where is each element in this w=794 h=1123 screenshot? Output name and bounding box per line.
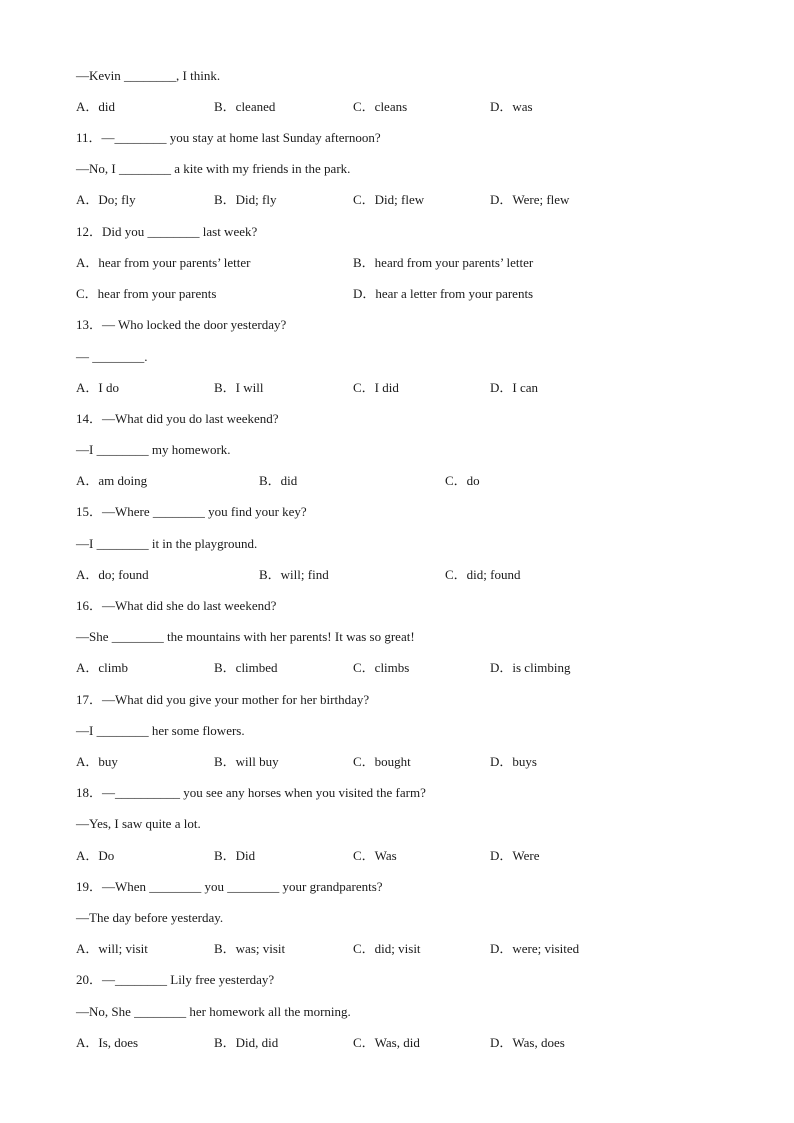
option-a[interactable]: A．Do: [76, 848, 115, 863]
q15-options: [76, 567, 754, 583]
option-c[interactable]: C．did; found: [445, 567, 521, 582]
option-c[interactable]: C．do: [445, 473, 480, 488]
option-c[interactable]: C．I did: [353, 380, 399, 395]
option-d[interactable]: D．was: [490, 99, 533, 114]
q12-options-row1: [76, 255, 754, 271]
q18-options: [76, 848, 754, 864]
option-d[interactable]: D．Was, does: [490, 1035, 565, 1050]
q11-options: [76, 192, 754, 208]
option-a[interactable]: A．Is, does: [76, 1035, 139, 1050]
q20-answer-line: —No, She ________ her homework all the morning.: [76, 1004, 351, 1019]
q13-stem: 13．— Who locked the door yesterday?: [76, 317, 287, 332]
q12-options-row2: [76, 286, 754, 302]
q13-options: [76, 380, 754, 396]
option-a[interactable]: A．hear from your parents’ letter: [76, 255, 251, 270]
q12-stem: 12．Did you ________ last week?: [76, 224, 258, 239]
q20-options: [76, 1035, 754, 1051]
q20-stem: 20．—________ Lily free yesterday?: [76, 972, 275, 987]
option-b[interactable]: B．will buy: [214, 754, 279, 769]
option-b[interactable]: B．heard from your parents’ letter: [353, 255, 534, 270]
option-b[interactable]: B．Did, did: [214, 1035, 279, 1050]
q14-stem: 14．—What did you do last weekend?: [76, 411, 279, 426]
q19-stem: 19．—When ________ you ________ your grandparents?: [76, 879, 383, 894]
option-d[interactable]: D．were; visited: [490, 941, 580, 956]
q15-answer-line: —I ________ it in the playground.: [76, 536, 258, 551]
option-b[interactable]: B．did: [259, 473, 298, 488]
option-c[interactable]: C．cleans: [353, 99, 408, 114]
q17-options: [76, 754, 754, 770]
q17-answer-line: —I ________ her some flowers.: [76, 723, 245, 738]
option-b[interactable]: B．was; visit: [214, 941, 286, 956]
q16-options: [76, 660, 754, 676]
option-a[interactable]: A．do; found: [76, 567, 149, 582]
q19-options: [76, 941, 754, 957]
option-a[interactable]: A．will; visit: [76, 941, 148, 956]
option-a[interactable]: A．I do: [76, 380, 119, 395]
option-c[interactable]: C．hear from your parents: [76, 286, 217, 301]
q18-answer-line: —Yes, I saw quite a lot.: [76, 816, 201, 831]
q18-stem: 18．—__________ you see any horses when you visited the farm?: [76, 785, 426, 800]
option-b[interactable]: B．Did; fly: [214, 192, 277, 207]
q11-answer-line: —No, I ________ a kite with my friends in the park.: [76, 161, 351, 176]
option-d[interactable]: D．is climbing: [490, 660, 571, 675]
q10-options: [76, 99, 754, 115]
q10-answer-line: —Kevin ________, I think.: [76, 68, 221, 83]
option-c[interactable]: C．Was: [353, 848, 397, 863]
option-c[interactable]: C．did; visit: [353, 941, 421, 956]
option-b[interactable]: B．climbed: [214, 660, 278, 675]
q11-stem: 11．—________ you stay at home last Sunday afternoon?: [76, 130, 381, 145]
option-c[interactable]: C．Was, did: [353, 1035, 420, 1050]
option-d[interactable]: D．Were: [490, 848, 540, 863]
option-d[interactable]: D．hear a letter from your parents: [353, 286, 534, 301]
option-a[interactable]: A．buy: [76, 754, 118, 769]
q15-stem: 15．—Where ________ you find your key?: [76, 504, 307, 519]
option-a[interactable]: A．Do; fly: [76, 192, 136, 207]
option-a[interactable]: A．did: [76, 99, 116, 114]
q14-answer-line: —I ________ my homework.: [76, 442, 231, 457]
q19-answer-line: —The day before yesterday.: [76, 910, 224, 925]
q13-answer-line: — ________.: [76, 349, 148, 364]
option-b[interactable]: B．will; find: [259, 567, 329, 582]
option-b[interactable]: B．cleaned: [214, 99, 276, 114]
q14-options: [76, 473, 754, 489]
option-a[interactable]: A．am doing: [76, 473, 148, 488]
q17-stem: 17．—What did you give your mother for her birthday?: [76, 692, 370, 707]
option-c[interactable]: C．bought: [353, 754, 411, 769]
option-d[interactable]: D．I can: [490, 380, 539, 395]
q16-answer-line: —She ________ the mountains with her parents! It was so great!: [76, 629, 415, 644]
option-b[interactable]: B．I will: [214, 380, 264, 395]
option-d[interactable]: D．Were; flew: [490, 192, 570, 207]
option-b[interactable]: B．Did: [214, 848, 256, 863]
option-c[interactable]: C．climbs: [353, 660, 410, 675]
option-c[interactable]: C．Did; flew: [353, 192, 425, 207]
option-d[interactable]: D．buys: [490, 754, 537, 769]
q16-stem: 16．—What did she do last weekend?: [76, 598, 277, 613]
option-a[interactable]: A．climb: [76, 660, 128, 675]
